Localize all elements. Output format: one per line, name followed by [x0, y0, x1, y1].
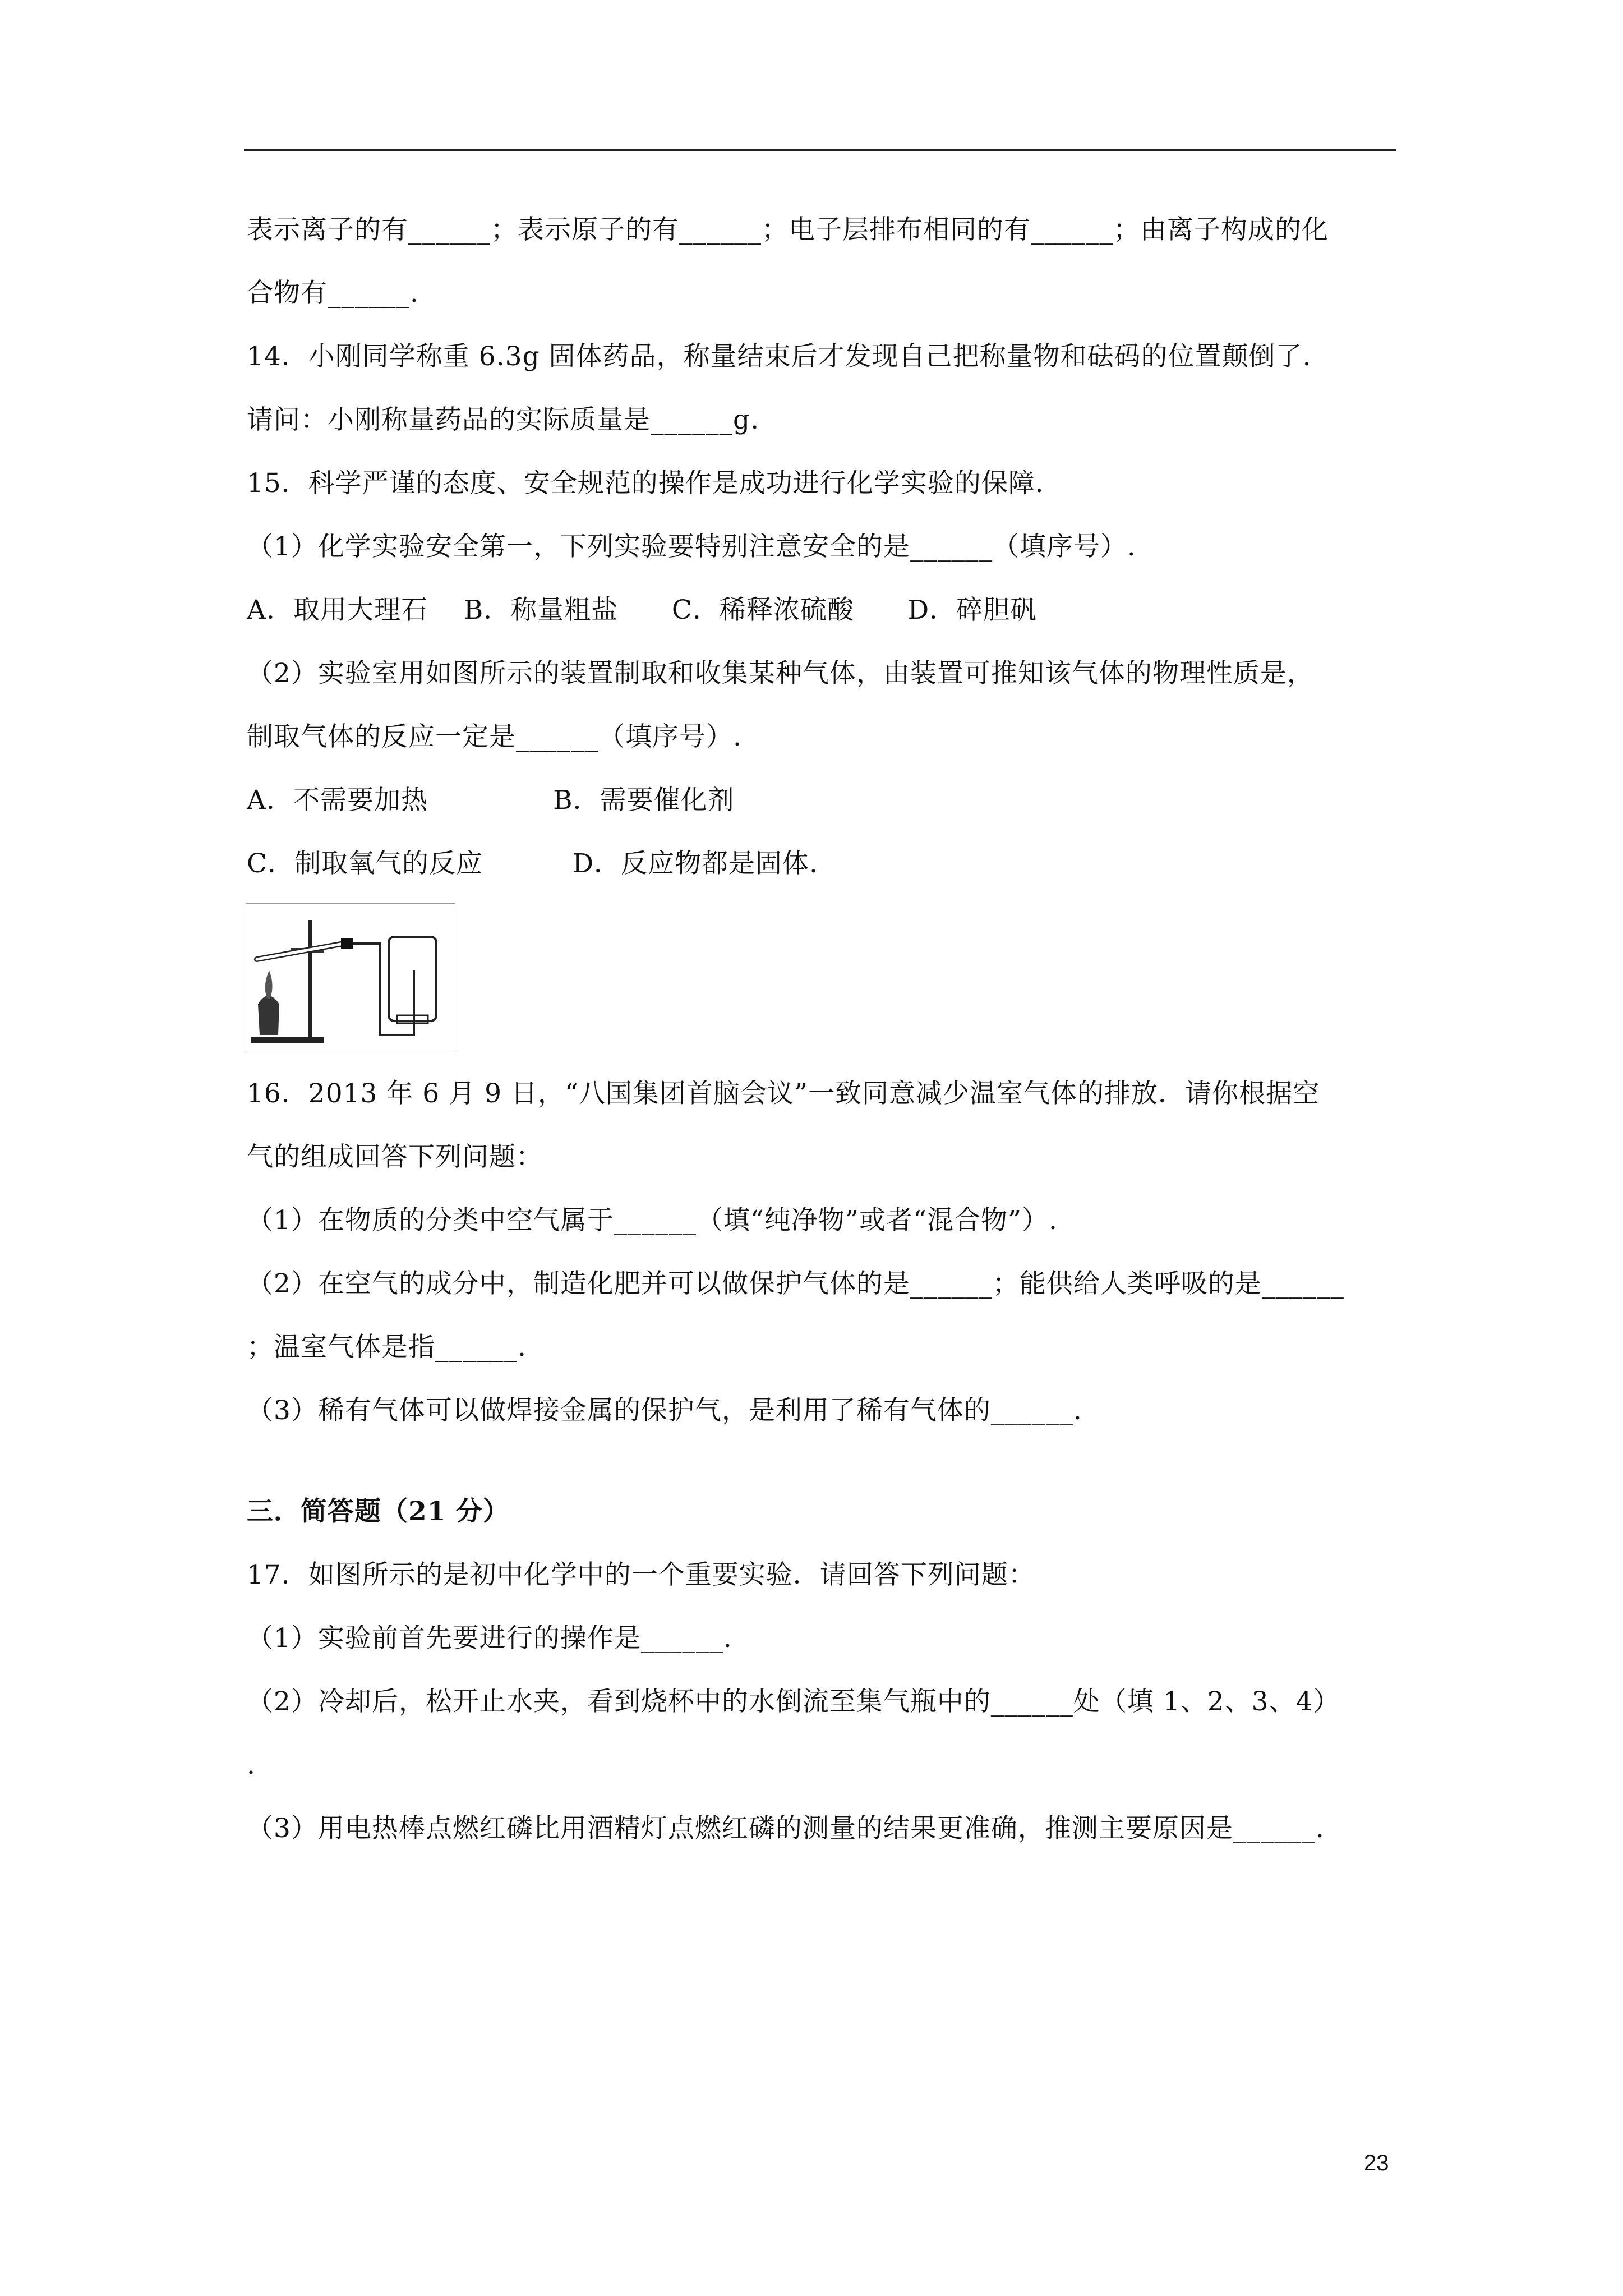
- text-line: 表示离子的有______；表示原子的有______；电子层排布相同的有______；由离子构成的化: [247, 214, 1329, 245]
- text-line: （1）实验前首先要进行的操作是______.: [247, 1623, 732, 1654]
- text-line: ；温室气体是指______.: [247, 1332, 527, 1363]
- text-line: （3）稀有气体可以做焊接金属的保护气，是利用了稀有气体的______.: [247, 1395, 1082, 1426]
- apparatus-figure: [246, 903, 455, 1051]
- text-line: 气的组成回答下列问题：: [247, 1142, 543, 1172]
- text-line: （1）化学实验安全第一，下列实验要特别注意安全的是______（填序号）.: [247, 531, 1136, 562]
- question-17: 17．如图所示的是初中化学中的一个重要实验．请回答下列问题：: [247, 1559, 1035, 1590]
- question-15: 15．科学严谨的态度、安全规范的操作是成功进行化学实验的保障.: [247, 468, 1044, 499]
- text-line: （3）用电热棒点燃红磷比用酒精灯点燃红磷的测量的结果更准确，推测主要原因是______.: [247, 1813, 1325, 1844]
- options-line: A．不需要加热 B．需要催化剂: [247, 785, 735, 816]
- text-line: （1）在物质的分类中空气属于______（填“纯净物”或者“混合物”）.: [247, 1205, 1058, 1236]
- section-heading: 三．简答题（21 分）: [247, 1496, 510, 1527]
- question-14: 14．小刚同学称重 6.3g 固体药品，称量结束后才发现自己把称量物和砝码的位置颠倒了.: [247, 341, 1312, 372]
- text-line: 合物有______.: [247, 278, 419, 309]
- text-line: （2）在空气的成分中，制造化肥并可以做保护气体的是______；能供给人类呼吸的是______: [247, 1268, 1344, 1299]
- text-line: .: [247, 1750, 256, 1780]
- header-rule: [244, 149, 1396, 151]
- question-16: 16．2013 年 6 月 9 日，“八国集团首脑会议”一致同意减少温室气体的排放．请你根据空: [247, 1078, 1320, 1109]
- text-line: （2）冷却后，松开止水夹，看到烧杯中的水倒流至集气瓶中的______处（填 1、2、3、4）: [247, 1686, 1340, 1717]
- text-line: （2）实验室用如图所示的装置制取和收集某种气体，由装置可推知该气体的物理性质是，: [247, 658, 1314, 689]
- options-line: A．取用大理石 B．称量粗盐 C．稀释浓硫酸 D．碎胆矾: [247, 595, 1038, 625]
- text-line: 制取气体的反应一定是______（填序号）.: [247, 721, 742, 752]
- page-number: 23: [1364, 2151, 1389, 2175]
- text-line: 请问：小刚称量药品的实际质量是______g.: [247, 404, 760, 435]
- options-line: C．制取氧气的反应 D．反应物都是固体.: [247, 848, 818, 879]
